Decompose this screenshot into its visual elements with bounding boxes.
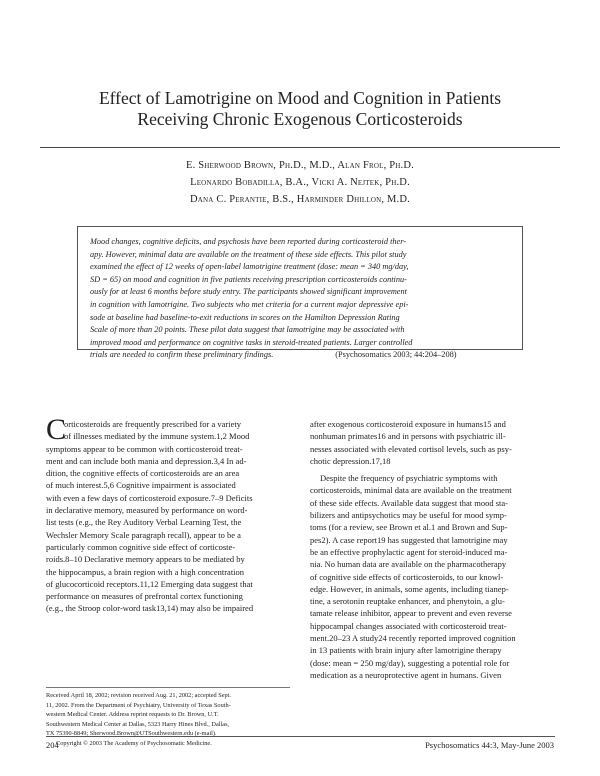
abstract-line: examined the effect of 12 weeks of open-label lamotrigine treatment (dose: mean = 340 mg/day, [90,262,409,272]
journal-citation: Psychosomatics 44:3, May-June 2003 [425,740,554,750]
abstract-last-line [90,349,512,362]
abstract-line: trials are needed to confirm these preliminary findings. [90,350,274,360]
abstract-line: SD = 65) on mood and cognition in five patients receiving prescription corticosteroids continu- [90,274,407,284]
body-line: ment.20–23 A study24 recently reported improved cognition [310,633,516,644]
abstract-citation: (Psychosomatics 2003; 44:204–208) [335,350,457,360]
abstract-line: ously for at least 6 months before study entry. The participants showed significant improvement [90,287,407,297]
footnote-rule [46,687,290,688]
body-line: medication as a neuroprotective agent in humans. Given [310,669,502,680]
author-line-2: Leonardo Bobadilla, B.A., Vicki A. Nejtek, Ph.D. [190,177,410,188]
author-line-1: E. Sherwood Brown, Ph.D., M.D., Alan Frol, Ph.D. [186,160,414,171]
page-number: 204 [46,740,59,750]
body-line: nesses associated with elevated cortisol levels, such as psy- [310,443,512,454]
body-line: of these side effects. Available data suggest that mood sta- [310,497,508,508]
article-title [40,88,560,130]
footnote-line: western Medical Center. Address reprint requests to Dr. Brown, U.T. [46,711,219,718]
abstract-line: Mood changes, cognitive deficits, and psychosis have been reported during corticosteroid ther- [90,237,407,246]
footnote-block [46,691,290,748]
body-line: dition, the cognitive effects of corticosteroids are an area [46,468,240,479]
body-line: of much interest.5,6 Cognitive impairment is associated [46,480,236,491]
footnote-line: 11, 2002. From the Department of Psychiatry, University of Texas South- [46,701,231,709]
abstract-line: apy. However, minimal data are available on the treatment of these side effects. This pilot study [90,249,407,259]
drop-cap: C [46,413,67,446]
body-line: tine, a serotonin reuptake enhancer, and phenytoin, a glu- [310,596,505,607]
body-line: in declarative memory, measured by performance on word- [46,505,248,516]
body-line: list tests (e.g., the Rey Auditory Verbal Learning Test, the [46,517,242,528]
body-line: roids.8–10 Declarative memory appears to be mediated by [46,554,245,565]
body-line: ment and can include both mania and depression.3,4 In ad- [46,455,247,466]
body-line: (e.g., the Stroop color-word task13,14) may also be impaired [46,603,254,614]
body-line: performance on measures of prefrontal cortex functioning [46,591,243,602]
body-line: Wechsler Memory Scale paragraph recall), appear to be a [46,529,241,540]
body-line: pes2). A case report19 has suggested that lamotrigine may [310,534,508,545]
abstract-line: sode at baseline had baseline-to-exit reductions in scores on the Hamilton Depression Rating [90,312,400,322]
body-line: of glucocorticoid receptors.11,12 Emerging data suggest that [46,578,253,589]
title-line-2: Receiving Chronic Exogenous Corticosteroids [137,109,463,129]
abstract-line: in cognition with lamotrigine. Two subjects who met criteria for a current major depressive epi- [90,299,409,309]
title-line-1: Effect of Lamotrigine on Mood and Cognition in Patients [98,88,502,108]
body-line: Despite the frequency of psychiatric symptoms with [320,473,498,484]
body-line: with even a few days of corticosteroid exposure.7–9 Deficits [46,492,253,503]
body-column-right [310,418,555,681]
footer-rule [46,736,555,737]
copyright-line: Copyright © 2003 The Academy of Psychosomatic Medicine. [56,739,212,747]
body-column-left [46,413,290,615]
body-line: in 13 patients with brain injury after lamotrigine therapy [310,645,502,656]
abstract-line: improved mood and performance on cognitive tasks in steroid-treated patients. Larger controlled [90,337,413,347]
footnote-line: Southwestern Medical Center at Dallas, 5323 Harry Hines Blvd., Dallas, [46,720,230,728]
abstract-box [77,226,523,360]
body-line: corticosteroids, minimal data are available on the treatment [310,485,512,496]
body-line: particularly common cognitive side effect of corticoste- [46,541,236,552]
body-line: of illnesses mediated by the immune system.1,2 Mood [64,431,250,442]
body-line: of cognitive side effects of corticosteroids, to our knowl- [310,571,504,582]
body-line: edge. However, in animals, some agents, including tianep- [310,583,509,594]
body-line: symptoms appear to be common with corticosteroid treat- [46,443,243,454]
footnote-line: Received April 18, 2002; revision received Aug. 21, 2002; accepted Sept. [46,692,232,699]
body-line: bilizers and antipsychotics may be useful for mood symp- [310,510,507,521]
body-line: after exogenous corticosteroid exposure in humans15 and [310,419,506,429]
author-list [40,157,560,208]
title-rule [40,147,560,148]
body-line: the hippocampus, a brain region with a high concentration [46,566,245,577]
body-line: nonhuman primates16 and in persons with psychiatric ill- [310,431,506,442]
footnote-line: TX 75390-8849; Sherwood.Brown@UTSouthwestern.edu (e-mail). [46,730,217,737]
body-line: toms (for a review, see Brown et al.1 and Brown and Sup- [310,522,508,533]
author-line-3: Dana C. Perantie, B.S., Harminder Dhillon, M.D. [190,194,410,205]
body-line: nia. No human data are available on the pharmacotherapy [310,559,507,570]
body-line: tamate release inhibitor, appear to prevent and even reverse [310,608,512,619]
body-line: orticosteroids are frequently prescribed for a variety [64,419,242,429]
body-line: chotic depression.17,18 [310,455,391,466]
abstract-line: Scale of more than 20 points. These pilot data suggest that lamotrigine may be associated with [90,325,405,335]
body-line: (dose: mean = 250 mg/day), suggesting a potential role for [310,657,510,668]
body-line: hippocampal changes associated with corticosteroid treat- [310,620,507,631]
body-line: be an effective prophylactic agent for steroid-induced ma- [310,546,508,557]
